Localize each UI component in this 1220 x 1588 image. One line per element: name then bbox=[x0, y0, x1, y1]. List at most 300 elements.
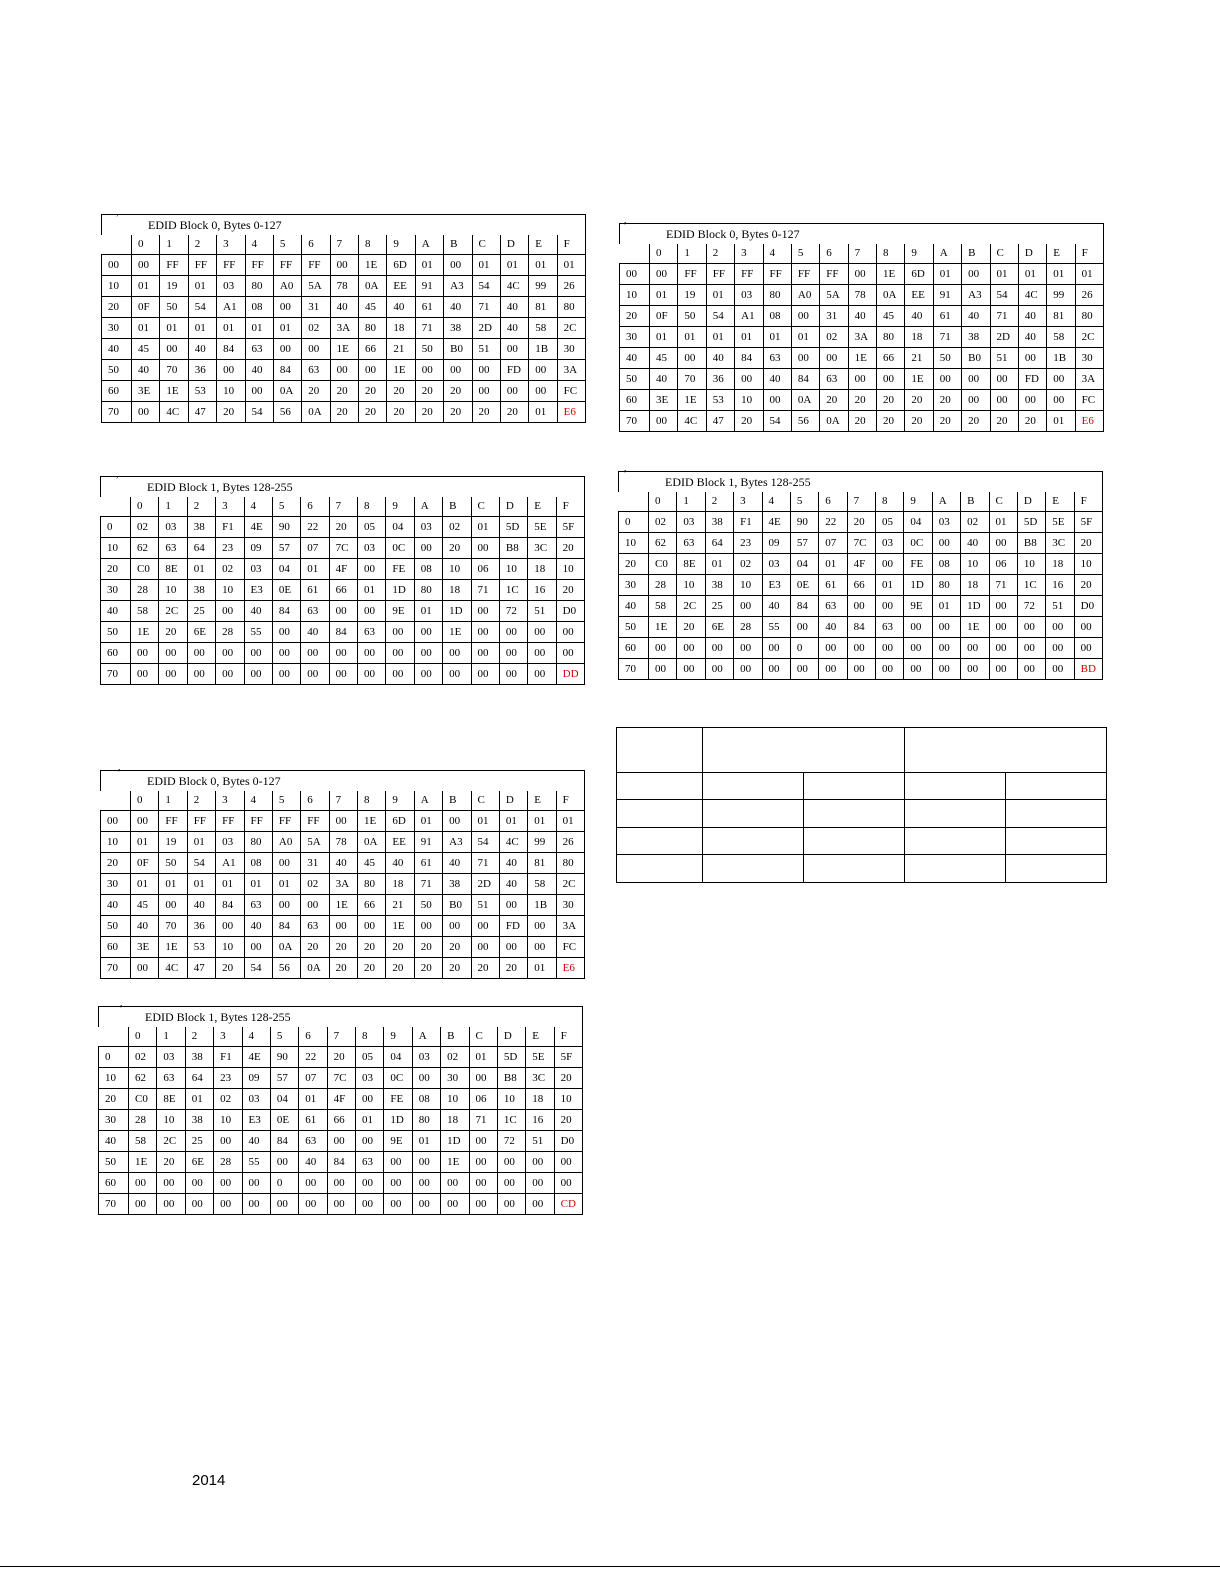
byte-cell: 71 bbox=[471, 580, 499, 601]
byte-cell: 62 bbox=[131, 538, 159, 559]
checksum-cell: E6 bbox=[557, 402, 585, 423]
byte-cell: 1C bbox=[497, 1110, 525, 1131]
table-row bbox=[620, 411, 1104, 432]
byte-cell: 18 bbox=[961, 575, 989, 596]
byte-cell: 00 bbox=[1047, 369, 1075, 390]
byte-cell: 0E bbox=[272, 580, 300, 601]
byte-cell: FF bbox=[735, 264, 763, 285]
byte-cell: 47 bbox=[187, 958, 215, 979]
byte-cell: 00 bbox=[359, 360, 387, 381]
byte-cell: 54 bbox=[990, 285, 1018, 306]
byte-cell: C0 bbox=[129, 1089, 157, 1110]
byte-cell: 5E bbox=[528, 517, 556, 538]
header-corner bbox=[620, 244, 650, 264]
table-row bbox=[619, 638, 1103, 659]
byte-cell: 84 bbox=[329, 622, 357, 643]
byte-cell: 00 bbox=[358, 664, 386, 685]
byte-cell: 1D bbox=[386, 580, 414, 601]
column-header: 6 bbox=[820, 244, 848, 264]
empty-cell bbox=[1006, 800, 1107, 828]
byte-cell: 01 bbox=[1047, 411, 1075, 432]
byte-cell: F1 bbox=[216, 517, 244, 538]
byte-cell: 1D bbox=[441, 1131, 469, 1152]
byte-cell: 02 bbox=[301, 874, 329, 895]
byte-cell: FF bbox=[678, 264, 706, 285]
byte-cell: 66 bbox=[327, 1110, 355, 1131]
byte-cell: 00 bbox=[214, 1173, 242, 1194]
byte-cell: 06 bbox=[989, 554, 1017, 575]
byte-cell: 72 bbox=[499, 601, 527, 622]
byte-cell: B0 bbox=[962, 348, 990, 369]
header-corner bbox=[619, 492, 649, 512]
byte-cell: 84 bbox=[272, 916, 300, 937]
byte-cell: 01 bbox=[763, 327, 791, 348]
byte-cell: 00 bbox=[932, 659, 960, 680]
column-header: 9 bbox=[904, 492, 932, 512]
column-header: 3 bbox=[735, 244, 763, 264]
byte-cell: 02 bbox=[441, 1047, 469, 1068]
row-label: 30 bbox=[620, 327, 650, 348]
byte-cell: 00 bbox=[217, 360, 245, 381]
byte-cell: 01 bbox=[415, 255, 443, 276]
byte-cell: 58 bbox=[528, 874, 556, 895]
column-header: 1 bbox=[677, 492, 705, 512]
byte-cell: 00 bbox=[444, 360, 472, 381]
byte-cell: 61 bbox=[414, 853, 442, 874]
byte-cell: 3A bbox=[556, 916, 584, 937]
empty-cell bbox=[703, 828, 804, 855]
row-label: 00 bbox=[101, 811, 131, 832]
byte-cell: 3C bbox=[1046, 533, 1074, 554]
byte-cell: 80 bbox=[932, 575, 960, 596]
byte-cell: 01 bbox=[706, 285, 734, 306]
row-label: 40 bbox=[102, 339, 132, 360]
byte-cell: 25 bbox=[187, 601, 215, 622]
table-row bbox=[620, 285, 1104, 306]
byte-cell: 1B bbox=[529, 339, 557, 360]
table-row bbox=[619, 596, 1103, 617]
byte-cell: 84 bbox=[217, 339, 245, 360]
column-header: 4 bbox=[245, 235, 273, 255]
byte-cell: 40 bbox=[961, 533, 989, 554]
byte-cell: 4C bbox=[160, 402, 188, 423]
table-row bbox=[101, 622, 585, 643]
byte-cell: 1E bbox=[877, 264, 905, 285]
byte-cell: 1E bbox=[358, 811, 386, 832]
byte-cell: 80 bbox=[1075, 306, 1103, 327]
byte-cell: 20 bbox=[329, 517, 357, 538]
byte-cell: 00 bbox=[469, 1131, 497, 1152]
byte-cell: FF bbox=[245, 255, 273, 276]
byte-cell: 78 bbox=[848, 285, 876, 306]
row-label: 60 bbox=[620, 390, 650, 411]
byte-cell: 00 bbox=[414, 643, 442, 664]
byte-cell: 01 bbox=[245, 318, 273, 339]
byte-cell: 01 bbox=[356, 1110, 384, 1131]
row-label: 10 bbox=[101, 538, 131, 559]
byte-cell: 00 bbox=[358, 601, 386, 622]
byte-cell: 00 bbox=[497, 1152, 525, 1173]
row-label: 40 bbox=[620, 348, 650, 369]
byte-cell: 55 bbox=[244, 622, 272, 643]
table-row bbox=[620, 369, 1104, 390]
byte-cell: 3C bbox=[526, 1068, 554, 1089]
byte-cell: 54 bbox=[472, 276, 500, 297]
byte-cell: 02 bbox=[214, 1089, 242, 1110]
byte-cell: A3 bbox=[443, 832, 471, 853]
byte-cell: 1E bbox=[443, 622, 471, 643]
byte-cell: A0 bbox=[273, 276, 301, 297]
byte-cell: 26 bbox=[1075, 285, 1103, 306]
byte-cell: 20 bbox=[330, 402, 358, 423]
byte-cell: 03 bbox=[216, 832, 244, 853]
byte-cell: 03 bbox=[414, 517, 442, 538]
byte-cell: 06 bbox=[469, 1089, 497, 1110]
byte-cell: EE bbox=[386, 832, 414, 853]
byte-cell: FF bbox=[216, 811, 244, 832]
byte-cell: 40 bbox=[187, 895, 215, 916]
column-header: 0 bbox=[129, 1027, 157, 1047]
byte-cell: 5E bbox=[1046, 512, 1074, 533]
column-header: 0 bbox=[131, 497, 159, 517]
byte-cell: 23 bbox=[734, 533, 762, 554]
checksum-cell: DD bbox=[556, 664, 584, 685]
byte-cell: 05 bbox=[356, 1047, 384, 1068]
byte-cell: 2C bbox=[557, 318, 585, 339]
byte-cell: 1E bbox=[848, 348, 876, 369]
byte-cell: 01 bbox=[185, 1089, 213, 1110]
byte-cell: 84 bbox=[270, 1131, 298, 1152]
column-header: E bbox=[529, 235, 557, 255]
header-corner bbox=[102, 235, 132, 255]
row-label: 10 bbox=[101, 832, 131, 853]
byte-cell: 1E bbox=[359, 255, 387, 276]
byte-cell: 19 bbox=[678, 285, 706, 306]
byte-cell: 00 bbox=[329, 811, 357, 832]
byte-cell: 00 bbox=[677, 659, 705, 680]
byte-cell: 00 bbox=[961, 659, 989, 680]
byte-cell: 28 bbox=[131, 580, 159, 601]
row-label: 60 bbox=[101, 937, 131, 958]
byte-cell: 80 bbox=[556, 853, 584, 874]
column-header: 4 bbox=[762, 492, 790, 512]
byte-cell: 20 bbox=[443, 937, 471, 958]
column-header: E bbox=[528, 497, 556, 517]
byte-cell: 0F bbox=[131, 853, 159, 874]
byte-cell: 1B bbox=[1047, 348, 1075, 369]
byte-cell: 4F bbox=[847, 554, 875, 575]
byte-cell: 18 bbox=[386, 874, 414, 895]
table-row bbox=[620, 327, 1104, 348]
byte-cell: 99 bbox=[1047, 285, 1075, 306]
byte-cell: 58 bbox=[1047, 327, 1075, 348]
byte-cell: 00 bbox=[244, 643, 272, 664]
row-label: 10 bbox=[99, 1068, 129, 1089]
byte-cell: 58 bbox=[129, 1131, 157, 1152]
byte-cell: 00 bbox=[990, 390, 1018, 411]
column-header: C bbox=[989, 492, 1017, 512]
byte-cell: 54 bbox=[245, 402, 273, 423]
byte-cell: 22 bbox=[301, 517, 329, 538]
byte-cell: 0A bbox=[358, 832, 386, 853]
byte-cell: 4F bbox=[327, 1089, 355, 1110]
table-row bbox=[619, 617, 1103, 638]
tick-mark: , bbox=[624, 215, 627, 226]
column-header: 7 bbox=[847, 492, 875, 512]
byte-cell: 38 bbox=[443, 874, 471, 895]
byte-cell: 00 bbox=[528, 937, 556, 958]
edid-table-left-3 bbox=[100, 770, 585, 979]
byte-cell: 00 bbox=[932, 533, 960, 554]
byte-cell: 81 bbox=[1047, 306, 1075, 327]
byte-cell: 20 bbox=[848, 390, 876, 411]
byte-cell: 4C bbox=[159, 958, 187, 979]
byte-cell: 00 bbox=[528, 622, 556, 643]
empty-cell bbox=[617, 773, 703, 800]
byte-cell: 20 bbox=[820, 390, 848, 411]
byte-cell: 61 bbox=[933, 306, 961, 327]
byte-cell: 20 bbox=[358, 937, 386, 958]
byte-cell: 01 bbox=[499, 811, 527, 832]
byte-cell: 00 bbox=[989, 533, 1017, 554]
byte-cell: 01 bbox=[244, 874, 272, 895]
column-header: 9 bbox=[387, 235, 415, 255]
column-header: E bbox=[526, 1027, 554, 1047]
byte-cell: 00 bbox=[1017, 617, 1045, 638]
byte-cell: 63 bbox=[301, 601, 329, 622]
byte-cell: 23 bbox=[216, 538, 244, 559]
byte-cell: FF bbox=[217, 255, 245, 276]
empty-cell bbox=[905, 855, 1006, 883]
byte-cell: 00 bbox=[650, 411, 678, 432]
byte-cell: 10 bbox=[216, 937, 244, 958]
byte-cell: 20 bbox=[302, 381, 330, 402]
row-label: 20 bbox=[101, 559, 131, 580]
byte-cell: 00 bbox=[526, 1194, 554, 1215]
byte-cell: 01 bbox=[650, 285, 678, 306]
byte-cell: 00 bbox=[299, 1173, 327, 1194]
empty-grid-table bbox=[616, 727, 1107, 883]
byte-cell: 00 bbox=[556, 643, 584, 664]
byte-cell: 00 bbox=[528, 643, 556, 664]
byte-cell: 55 bbox=[762, 617, 790, 638]
byte-cell: 63 bbox=[820, 369, 848, 390]
byte-cell: 00 bbox=[472, 360, 500, 381]
byte-cell: 19 bbox=[160, 276, 188, 297]
byte-cell: 03 bbox=[159, 517, 187, 538]
byte-cell: 00 bbox=[272, 664, 300, 685]
byte-cell: 20 bbox=[877, 390, 905, 411]
column-header: D bbox=[499, 497, 527, 517]
column-header: 2 bbox=[706, 244, 734, 264]
byte-cell: 50 bbox=[160, 297, 188, 318]
edid-table-left-1 bbox=[101, 214, 586, 423]
byte-cell: 84 bbox=[272, 601, 300, 622]
byte-cell: 00 bbox=[933, 369, 961, 390]
column-header: A bbox=[414, 497, 442, 517]
column-header: 2 bbox=[185, 1027, 213, 1047]
byte-cell: 01 bbox=[528, 958, 556, 979]
byte-cell: 51 bbox=[471, 895, 499, 916]
byte-cell: 4E bbox=[242, 1047, 270, 1068]
byte-cell: B0 bbox=[443, 895, 471, 916]
byte-cell: 01 bbox=[131, 874, 159, 895]
row-label: 70 bbox=[99, 1194, 129, 1215]
byte-cell: 00 bbox=[989, 617, 1017, 638]
byte-cell: 00 bbox=[529, 381, 557, 402]
column-header: 8 bbox=[358, 791, 386, 811]
byte-cell: 00 bbox=[650, 264, 678, 285]
byte-cell: 09 bbox=[244, 538, 272, 559]
byte-cell: D0 bbox=[1074, 596, 1102, 617]
byte-cell: 20 bbox=[216, 958, 244, 979]
byte-cell: EE bbox=[905, 285, 933, 306]
column-header: 8 bbox=[876, 492, 904, 512]
byte-cell: 0A bbox=[359, 276, 387, 297]
row-label: 10 bbox=[619, 533, 649, 554]
column-header: 1 bbox=[678, 244, 706, 264]
byte-cell: 0A bbox=[301, 958, 329, 979]
byte-cell: 90 bbox=[270, 1047, 298, 1068]
tick-mark: , bbox=[120, 998, 123, 1009]
byte-cell: 00 bbox=[301, 643, 329, 664]
byte-cell: 36 bbox=[188, 360, 216, 381]
byte-cell: FF bbox=[273, 255, 301, 276]
byte-cell: 30 bbox=[441, 1068, 469, 1089]
byte-cell: 80 bbox=[763, 285, 791, 306]
byte-cell: FF bbox=[187, 811, 215, 832]
byte-cell: 80 bbox=[412, 1110, 440, 1131]
byte-cell: 01 bbox=[299, 1089, 327, 1110]
column-header: C bbox=[472, 235, 500, 255]
byte-cell: 1E bbox=[649, 617, 677, 638]
byte-cell: 3A bbox=[329, 874, 357, 895]
byte-cell: 01 bbox=[706, 327, 734, 348]
empty-cell bbox=[617, 800, 703, 828]
byte-cell: FF bbox=[301, 811, 329, 832]
byte-cell: 40 bbox=[1018, 306, 1046, 327]
table-row bbox=[101, 832, 585, 853]
table-title: EDID Block 0, Bytes 0-127 bbox=[102, 215, 586, 235]
column-header: 8 bbox=[356, 1027, 384, 1047]
byte-cell: 08 bbox=[245, 297, 273, 318]
byte-cell: 00 bbox=[386, 643, 414, 664]
byte-cell: 04 bbox=[790, 554, 818, 575]
byte-cell: 0C bbox=[386, 538, 414, 559]
byte-cell: 01 bbox=[471, 811, 499, 832]
byte-cell: 81 bbox=[529, 297, 557, 318]
byte-cell: 01 bbox=[160, 318, 188, 339]
byte-cell: 00 bbox=[327, 1173, 355, 1194]
table-row bbox=[102, 360, 586, 381]
byte-cell: 00 bbox=[327, 1194, 355, 1215]
byte-cell: 84 bbox=[327, 1152, 355, 1173]
byte-cell: 02 bbox=[216, 559, 244, 580]
column-header: 1 bbox=[160, 235, 188, 255]
byte-cell: 1D bbox=[443, 601, 471, 622]
byte-cell: 45 bbox=[358, 853, 386, 874]
byte-cell: 01 bbox=[500, 255, 528, 276]
byte-cell: 91 bbox=[414, 832, 442, 853]
byte-cell: 90 bbox=[272, 517, 300, 538]
byte-cell: 0A bbox=[791, 390, 819, 411]
byte-cell: 00 bbox=[356, 1089, 384, 1110]
byte-cell: 00 bbox=[961, 638, 989, 659]
row-label: 70 bbox=[101, 664, 131, 685]
byte-cell: 9E bbox=[904, 596, 932, 617]
byte-cell: 10 bbox=[441, 1089, 469, 1110]
byte-cell: 01 bbox=[301, 559, 329, 580]
byte-cell: 01 bbox=[187, 832, 215, 853]
byte-cell: FE bbox=[384, 1089, 412, 1110]
byte-cell: 20 bbox=[848, 411, 876, 432]
byte-cell: E3 bbox=[762, 575, 790, 596]
table-row bbox=[620, 306, 1104, 327]
byte-cell: 00 bbox=[214, 1194, 242, 1215]
byte-cell: 28 bbox=[734, 617, 762, 638]
byte-cell: FE bbox=[386, 559, 414, 580]
byte-cell: 1E bbox=[961, 617, 989, 638]
byte-cell: 08 bbox=[244, 853, 272, 874]
byte-cell: 28 bbox=[129, 1110, 157, 1131]
byte-cell: 31 bbox=[820, 306, 848, 327]
byte-cell: 00 bbox=[358, 643, 386, 664]
byte-cell: 20 bbox=[414, 958, 442, 979]
byte-cell: 3A bbox=[557, 360, 585, 381]
byte-cell: 51 bbox=[990, 348, 1018, 369]
byte-cell: 5E bbox=[526, 1047, 554, 1068]
byte-cell: 57 bbox=[272, 538, 300, 559]
byte-cell: 00 bbox=[904, 617, 932, 638]
byte-cell: 28 bbox=[216, 622, 244, 643]
byte-cell: 56 bbox=[273, 402, 301, 423]
row-label: 30 bbox=[101, 580, 131, 601]
byte-cell: 40 bbox=[499, 874, 527, 895]
byte-cell: 10 bbox=[497, 1089, 525, 1110]
byte-cell: 66 bbox=[358, 895, 386, 916]
byte-cell: 02 bbox=[443, 517, 471, 538]
byte-cell: 00 bbox=[528, 664, 556, 685]
byte-cell: 20 bbox=[933, 411, 961, 432]
byte-cell: 20 bbox=[301, 937, 329, 958]
byte-cell: 16 bbox=[528, 580, 556, 601]
byte-cell: 38 bbox=[187, 580, 215, 601]
byte-cell: 00 bbox=[904, 638, 932, 659]
byte-cell: 20 bbox=[386, 958, 414, 979]
byte-cell: 84 bbox=[790, 596, 818, 617]
byte-cell: 47 bbox=[706, 411, 734, 432]
byte-cell: 25 bbox=[705, 596, 733, 617]
byte-cell: 80 bbox=[245, 276, 273, 297]
byte-cell: 90 bbox=[790, 512, 818, 533]
column-header: 4 bbox=[763, 244, 791, 264]
byte-cell: 21 bbox=[387, 339, 415, 360]
row-label: 30 bbox=[101, 874, 131, 895]
byte-cell: 3E bbox=[650, 390, 678, 411]
byte-cell: 84 bbox=[735, 348, 763, 369]
byte-cell: 30 bbox=[556, 895, 584, 916]
column-header: 1 bbox=[157, 1027, 185, 1047]
column-header: 9 bbox=[384, 1027, 412, 1047]
column-header: B bbox=[443, 497, 471, 517]
table-row bbox=[619, 554, 1103, 575]
byte-cell: 63 bbox=[301, 916, 329, 937]
table-row bbox=[102, 381, 586, 402]
byte-cell: 00 bbox=[327, 1131, 355, 1152]
byte-cell: 0A bbox=[302, 402, 330, 423]
byte-cell: 00 bbox=[848, 369, 876, 390]
byte-cell: 10 bbox=[735, 390, 763, 411]
